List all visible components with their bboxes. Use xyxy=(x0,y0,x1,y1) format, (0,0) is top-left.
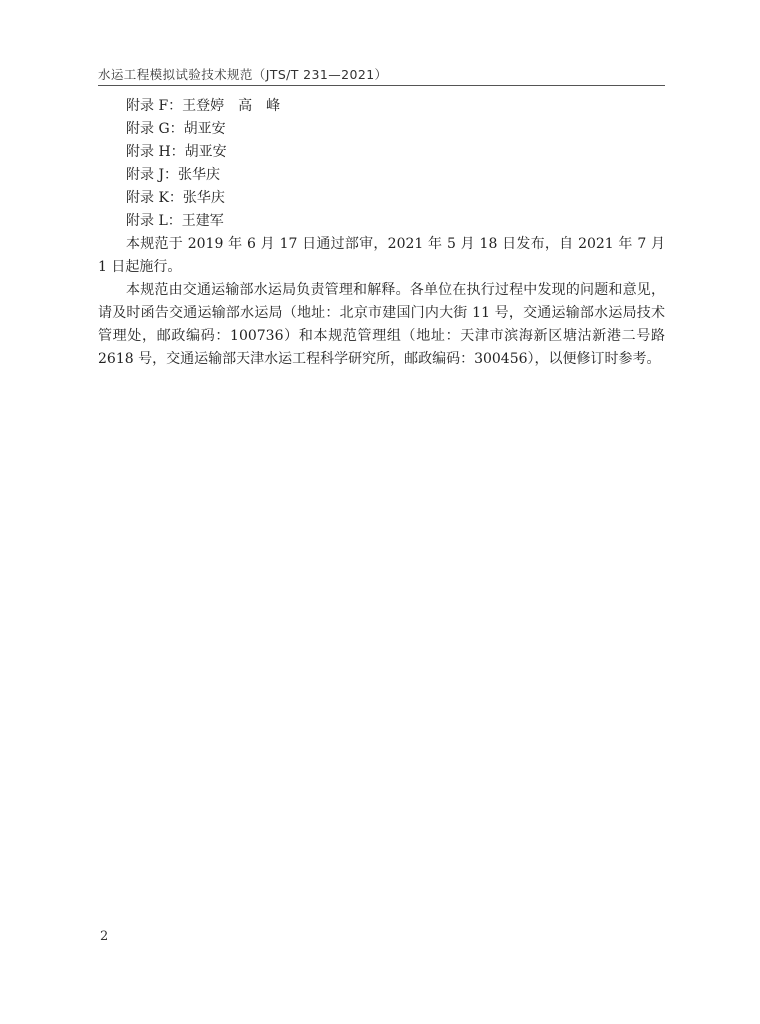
appendix-line-g: 附录 G：胡亚安 xyxy=(126,121,226,137)
page-number: 2 xyxy=(100,929,109,944)
appendix-line-k: 附录 K：张华庆 xyxy=(126,190,225,206)
header-title: 水运工程模拟试验技术规范（JTS/T 231—2021） xyxy=(98,67,388,82)
effective-date-paragraph: 本规范于 2019 年 6 月 17 日通过部审，2021 年 5 月 18 日发布，自 2021 年 7 月 1 日起施行。 xyxy=(98,236,665,275)
appendix-author-list xyxy=(98,95,665,233)
appendix-line-h: 附录 H：胡亚安 xyxy=(126,144,227,160)
management-contact-paragraph: 本规范由交通运输部水运局负责管理和解释。各单位在执行过程中发现的问题和意见，请及时函告交通运输部水运局（地址：北京市建国门内大街 11 号，交通运输部水运局技术管理处，邮政编码：100736）和本规范管理组（地址：天津市滨海新区塘沽新港二号路 2618 号，交通运输部天津水运工程科学研究所，邮政编码：300456），以便修订时参考。 xyxy=(98,282,665,367)
appendix-line-j: 附录 J：张华庆 xyxy=(126,167,221,183)
page-body xyxy=(98,95,665,371)
running-header xyxy=(98,63,665,86)
appendix-line-f: 附录 F：王登婷 高 峰 xyxy=(126,98,281,114)
appendix-line-l: 附录 L：王建军 xyxy=(126,213,224,229)
